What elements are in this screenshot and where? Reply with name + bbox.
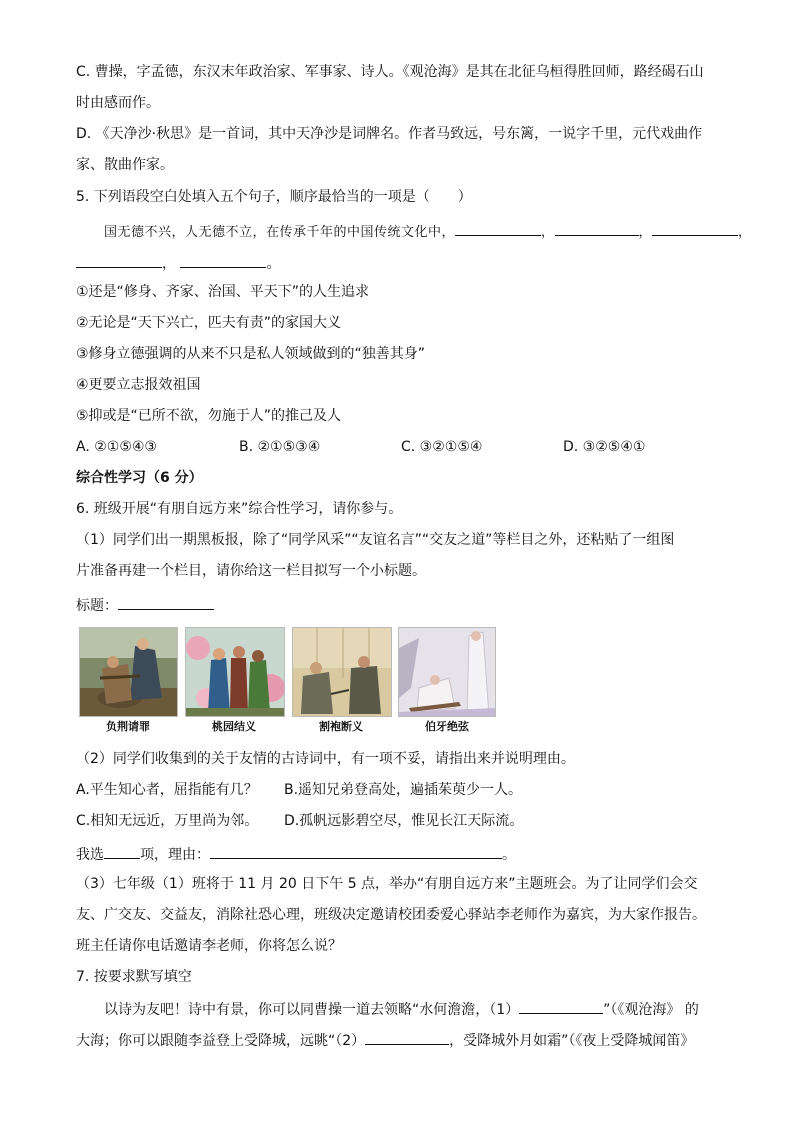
q4-option-d-line1: D. 《天净沙·秋思》是一首词，其中天净沙是词牌名。作者马致远，号东篱，一说字千里，元代戏曲作 bbox=[76, 126, 703, 142]
choose-prefix: 我选 bbox=[76, 847, 104, 863]
q7-line1-text-a: 以诗为友吧！诗中有景，你可以同曹操一道去领略“水何澹澹，（1） bbox=[104, 1002, 520, 1018]
period: 。 bbox=[502, 847, 516, 863]
q6-part2-option-b[interactable]: B.遥知兄弟登高处，遍插茱萸少一人。 bbox=[284, 782, 523, 798]
q7-blank-1[interactable] bbox=[519, 998, 603, 1014]
q6-part2-stem: （2）同学们收集到的关于友情的古诗词中，有一项不妥，请指出来并说明理由。 bbox=[76, 751, 575, 767]
q6-title-row bbox=[76, 594, 214, 616]
q5-option-d[interactable]: D. ③②⑤④① bbox=[563, 439, 646, 455]
q5-passage-line1 bbox=[104, 220, 752, 243]
choose-mid: 项，理由： bbox=[140, 847, 210, 863]
q5-blank-1[interactable] bbox=[455, 220, 541, 236]
q5-blank-3[interactable] bbox=[652, 220, 738, 236]
q6-part2-answer-row bbox=[76, 843, 516, 865]
q7-line1 bbox=[104, 998, 699, 1020]
image-bo-ya-jue-xian bbox=[398, 627, 496, 717]
q7-line1-text-b: ”（《观沧海》 的 bbox=[603, 1002, 699, 1018]
q5-blank-4[interactable] bbox=[76, 252, 162, 268]
q4-option-c-line1: C. 曹操，字孟德，东汉末年政治家、军事家、诗人。《观沧海》是其在北征乌桓得胜回师，路经碣石山 bbox=[76, 64, 704, 80]
q5-option-a[interactable]: A. ②①⑤④③ bbox=[76, 439, 157, 455]
comma: ， bbox=[162, 256, 176, 272]
image-ge-pao-duan-yi bbox=[292, 627, 392, 717]
q6-part3-line3: 班主任请你电话邀请李老师，你将怎么说？ bbox=[76, 938, 342, 954]
q5-passage-lead: 国无德不兴，人无德不立，在传承千年的中国传统文化中， bbox=[104, 225, 456, 240]
choice-blank[interactable] bbox=[104, 843, 140, 859]
q5-option-b[interactable]: B. ②①⑤③④ bbox=[239, 439, 321, 455]
q5-item-2: ②无论是“天下兴亡，匹夫有责”的家国大义 bbox=[76, 315, 342, 331]
q6-part2-option-d[interactable]: D.孤帆远影碧空尽，惟见长江天际流。 bbox=[284, 813, 524, 829]
q5-item-1: ①还是“修身、齐家、治国、平天下”的人生追求 bbox=[76, 284, 370, 300]
caption-3: 割袍断义 bbox=[319, 720, 363, 733]
q7-blank-2[interactable] bbox=[365, 1029, 449, 1045]
caption-2: 桃园结义 bbox=[212, 720, 256, 733]
q6-stem: 6. 班级开展“有朋自远方来”综合性学习，请你参与。 bbox=[76, 501, 403, 517]
q6-part2-option-c[interactable]: C.相知无远近，万里尚为邻。 bbox=[76, 813, 259, 829]
caption-1: 负荆请罪 bbox=[106, 720, 150, 733]
comma: ， bbox=[541, 225, 555, 240]
image-tao-yuan-jie-yi bbox=[185, 627, 285, 717]
q7-line2-text-b: ，受降城外月如霜”（《夜上受降城闻笛》 bbox=[449, 1033, 695, 1049]
q5-item-5: ⑤抑或是“已所不欲，勿施于人”的推己及人 bbox=[76, 408, 342, 424]
q7-line2-text-a: 大海；你可以跟随李益登上受降城，远眺“（2） bbox=[76, 1033, 366, 1049]
q6-part1-line2: 片准备再建一个栏目，请你给这一栏目拟写一个小标题。 bbox=[76, 563, 426, 579]
q6-part3-line2: 友、广交友、交益友，消除社恐心理，班级决定邀请校团委爱心驿站李老师作为嘉宾，为大家作报告。 bbox=[76, 907, 706, 923]
image-fu-jing-qing-zui bbox=[79, 627, 178, 717]
caption-4: 伯牙绝弦 bbox=[425, 720, 469, 733]
q6-part3-line1: （3）七年级（1）班将于 11 月 20 日下午 5 点，举办“有朋自远方来”主题班会。为了让同学们会交 bbox=[76, 876, 698, 892]
q6-part2-option-a[interactable]: A.平生知心者，屈指能有几？ bbox=[76, 782, 258, 798]
comma: ， bbox=[738, 225, 752, 240]
q4-option-d-line2: 家、散曲作家。 bbox=[76, 157, 174, 173]
q6-part1-line1: （1）同学们出一期黑板报，除了“同学风采”“友谊名言”“交友之道”等栏目之外，还粘贴了一组图 bbox=[76, 532, 675, 548]
period: 。 bbox=[266, 256, 281, 272]
reason-blank[interactable] bbox=[210, 843, 502, 859]
title-label: 标题： bbox=[76, 598, 118, 614]
q5-item-4: ④更要立志报效祖国 bbox=[76, 377, 201, 393]
q5-blank-2[interactable] bbox=[555, 220, 639, 236]
title-answer-blank[interactable] bbox=[118, 594, 214, 610]
q7-stem: 7. 按要求默写填空 bbox=[76, 969, 192, 985]
q5-blank-5[interactable] bbox=[180, 252, 266, 268]
q5-option-c[interactable]: C. ③②①⑤④ bbox=[401, 439, 483, 455]
q7-line2 bbox=[76, 1029, 694, 1051]
q5-passage-line2 bbox=[76, 252, 280, 274]
comma: ， bbox=[638, 225, 653, 240]
q5-item-3: ③修身立德强调的从来不只是私人领域做到的“独善其身” bbox=[76, 346, 426, 362]
section-title: 综合性学习（6 分） bbox=[76, 470, 203, 486]
q4-option-c-line2: 时由感而作。 bbox=[76, 95, 160, 111]
q5-stem: 5. 下列语段空白处填入五个句子，顺序最恰当的一项是（ ） bbox=[76, 189, 472, 205]
